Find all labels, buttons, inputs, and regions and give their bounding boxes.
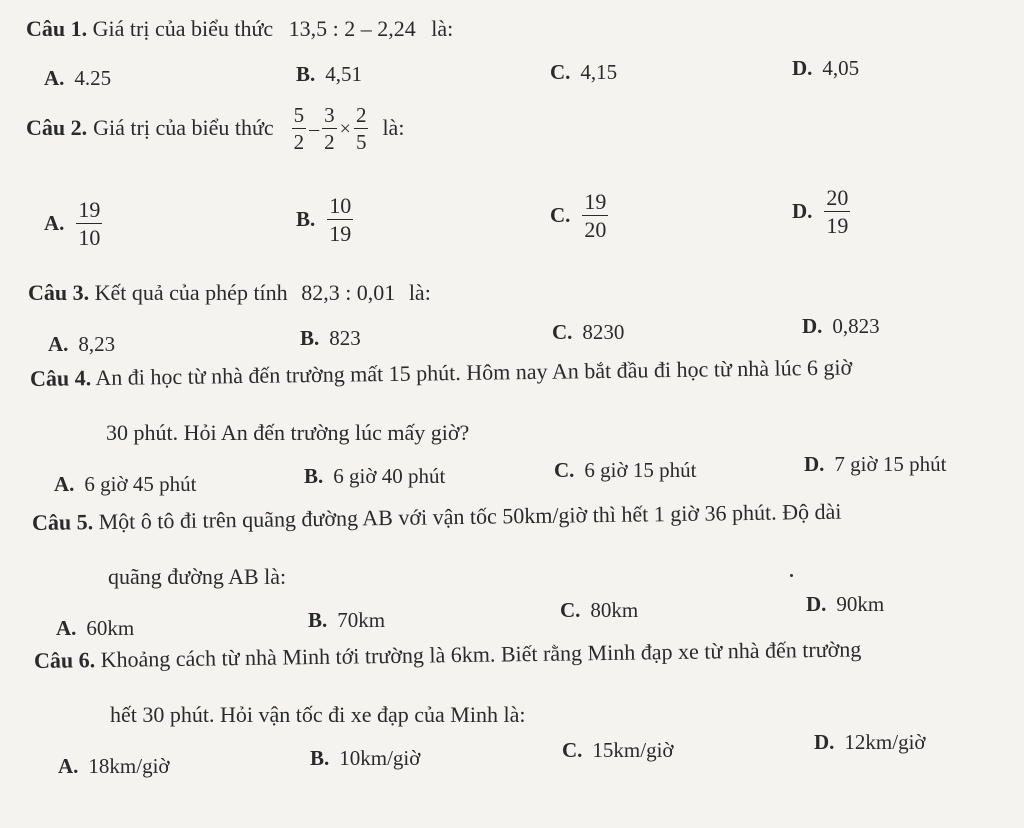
question-6-line-2: hết 30 phút. Hỏi vận tốc đi xe đạp của Minh là: <box>110 702 526 727</box>
question-2-option-d[interactable] <box>792 186 852 237</box>
option-text: 4,15 <box>580 60 618 84</box>
question-3-label: Câu 3. <box>28 280 90 305</box>
question-4-label: Câu 4. <box>29 365 92 391</box>
option-letter: C. <box>552 320 573 344</box>
question-5-option-b[interactable] <box>308 608 385 633</box>
fraction <box>292 104 307 153</box>
fraction <box>582 190 608 241</box>
question-4-line-1: An đi học từ nhà đến trường mất 15 phút. Hôm nay An bắt đầu đi học từ nhà lúc 6 giờ <box>95 354 853 391</box>
option-letter: C. <box>550 60 571 84</box>
denominator: 20 <box>584 217 607 243</box>
question-2-text: Giá trị của biểu thức <box>93 115 274 141</box>
numerator: 2 <box>355 103 367 127</box>
option-text: 7 giờ 15 phút <box>834 452 947 476</box>
question-3-option-a[interactable] <box>48 332 115 357</box>
numerator: 5 <box>293 103 305 127</box>
question-1-text: Giá trị của biểu thức <box>92 16 274 41</box>
question-5 <box>32 499 842 537</box>
question-3 <box>28 280 431 306</box>
option-letter: C. <box>560 598 581 622</box>
numerator: 10 <box>329 193 352 218</box>
option-letter: A. <box>56 616 77 640</box>
question-1-expression: 13,5 : 2 – 2,24 <box>288 16 416 41</box>
ink-dot <box>790 574 793 577</box>
option-text: 4,51 <box>325 62 363 86</box>
question-1 <box>26 16 453 42</box>
option-letter: A. <box>44 66 65 90</box>
question-2-label: Câu 2. <box>26 115 88 141</box>
option-text: 90km <box>836 592 885 616</box>
option-text: 80km <box>590 598 639 622</box>
denominator: 2 <box>324 130 335 155</box>
option-text: 10km/giờ <box>339 746 421 770</box>
option-letter: B. <box>310 746 330 770</box>
option-letter: D. <box>804 452 825 476</box>
question-6-option-a[interactable] <box>58 754 170 779</box>
question-6-option-d[interactable] <box>814 730 926 755</box>
question-2-option-c[interactable] <box>550 190 610 241</box>
option-text: 4.25 <box>74 66 112 90</box>
question-4-option-b[interactable] <box>304 464 445 489</box>
question-1-option-a[interactable] <box>44 66 111 91</box>
question-4-line-2: 30 phút. Hỏi An đến trường lúc mấy giờ? <box>106 420 470 445</box>
question-4-option-d[interactable] <box>804 452 946 477</box>
question-1-option-b[interactable] <box>296 62 362 87</box>
option-letter: D. <box>806 592 827 616</box>
option-letter: C. <box>550 203 571 227</box>
question-5-option-d[interactable] <box>806 592 884 617</box>
question-1-label: Câu 1. <box>26 16 88 41</box>
option-letter: B. <box>296 207 316 231</box>
numerator: 19 <box>78 197 101 222</box>
question-3-option-d[interactable] <box>802 314 880 339</box>
option-letter: B. <box>304 464 324 488</box>
question-2-option-b[interactable] <box>296 194 355 245</box>
question-3-expression: 82,3 : 0,01 <box>301 280 396 305</box>
question-3-suffix: là: <box>408 280 431 305</box>
question-6-line-1: Khoảng cách từ nhà Minh tới trường là 6km. Biết rằng Minh đạp xe từ nhà đến trường <box>100 636 862 673</box>
question-6-option-c[interactable] <box>562 738 674 763</box>
denominator: 2 <box>293 130 305 155</box>
option-text: 8,23 <box>78 332 116 356</box>
denominator: 10 <box>78 225 101 251</box>
fraction <box>327 194 353 245</box>
question-2-expression <box>290 104 371 153</box>
option-letter: D. <box>802 314 823 338</box>
question-3-option-b[interactable] <box>300 326 361 351</box>
option-text: 6 giờ 40 phút <box>333 464 446 488</box>
option-text: 12km/giờ <box>844 730 926 754</box>
question-1-suffix: là: <box>431 16 454 41</box>
question-2-suffix: là: <box>382 115 405 141</box>
option-letter: B. <box>296 62 316 86</box>
option-text: 4,05 <box>822 56 860 80</box>
question-5-option-c[interactable] <box>560 598 638 623</box>
option-text: 60km <box>86 616 135 640</box>
question-2 <box>26 104 404 153</box>
option-text: 6 giờ 45 phút <box>84 472 197 496</box>
option-letter: B. <box>300 326 320 350</box>
option-text: 15km/giờ <box>592 738 674 762</box>
fraction <box>354 104 369 153</box>
question-3-option-c[interactable] <box>552 320 624 345</box>
option-letter: B. <box>308 608 328 632</box>
option-text: 823 <box>329 326 361 350</box>
numerator: 3 <box>324 103 335 127</box>
numerator: 19 <box>584 189 607 214</box>
question-2-option-a[interactable] <box>44 198 104 249</box>
question-5-label: Câu 5. <box>31 509 94 535</box>
question-5-option-a[interactable] <box>56 616 134 641</box>
option-letter: A. <box>44 211 65 235</box>
option-letter: C. <box>562 738 583 762</box>
option-letter: D. <box>792 199 813 223</box>
question-4-option-c[interactable] <box>554 458 696 483</box>
denominator: 19 <box>826 213 849 239</box>
question-1-option-c[interactable] <box>550 60 617 85</box>
option-letter: A. <box>54 472 75 496</box>
option-text: 18km/giờ <box>88 754 170 778</box>
option-letter: C. <box>554 458 575 482</box>
numerator: 20 <box>826 185 849 210</box>
option-text: 70km <box>337 608 386 632</box>
times-sign: × <box>339 117 351 140</box>
fraction <box>824 186 850 237</box>
question-3-text: Kết quả của phép tính <box>94 280 288 305</box>
question-5-line-1: Một ô tô đi trên quãng đường AB với vận tốc 50km/giờ thì hết 1 giờ 36 phút. Độ dài <box>98 498 842 535</box>
minus-sign: – <box>309 117 320 140</box>
question-4 <box>30 355 853 393</box>
question-6-option-b[interactable] <box>310 746 420 771</box>
fraction <box>76 198 102 249</box>
option-letter: D. <box>792 56 813 80</box>
option-text: 6 giờ 15 phút <box>584 458 697 482</box>
question-6 <box>34 636 862 674</box>
question-6-label: Câu 6. <box>33 647 96 673</box>
option-letter: A. <box>48 332 69 356</box>
question-1-option-d[interactable] <box>792 56 859 81</box>
denominator: 5 <box>355 130 367 155</box>
question-5-line-2: quãng đường AB là: <box>108 564 287 589</box>
question-4-option-a[interactable] <box>54 472 196 497</box>
option-text: 8230 <box>582 320 625 344</box>
option-text: 0,823 <box>832 314 880 338</box>
denominator: 19 <box>329 221 352 247</box>
fraction <box>322 104 337 153</box>
option-letter: A. <box>58 754 79 778</box>
option-letter: D. <box>814 730 835 754</box>
